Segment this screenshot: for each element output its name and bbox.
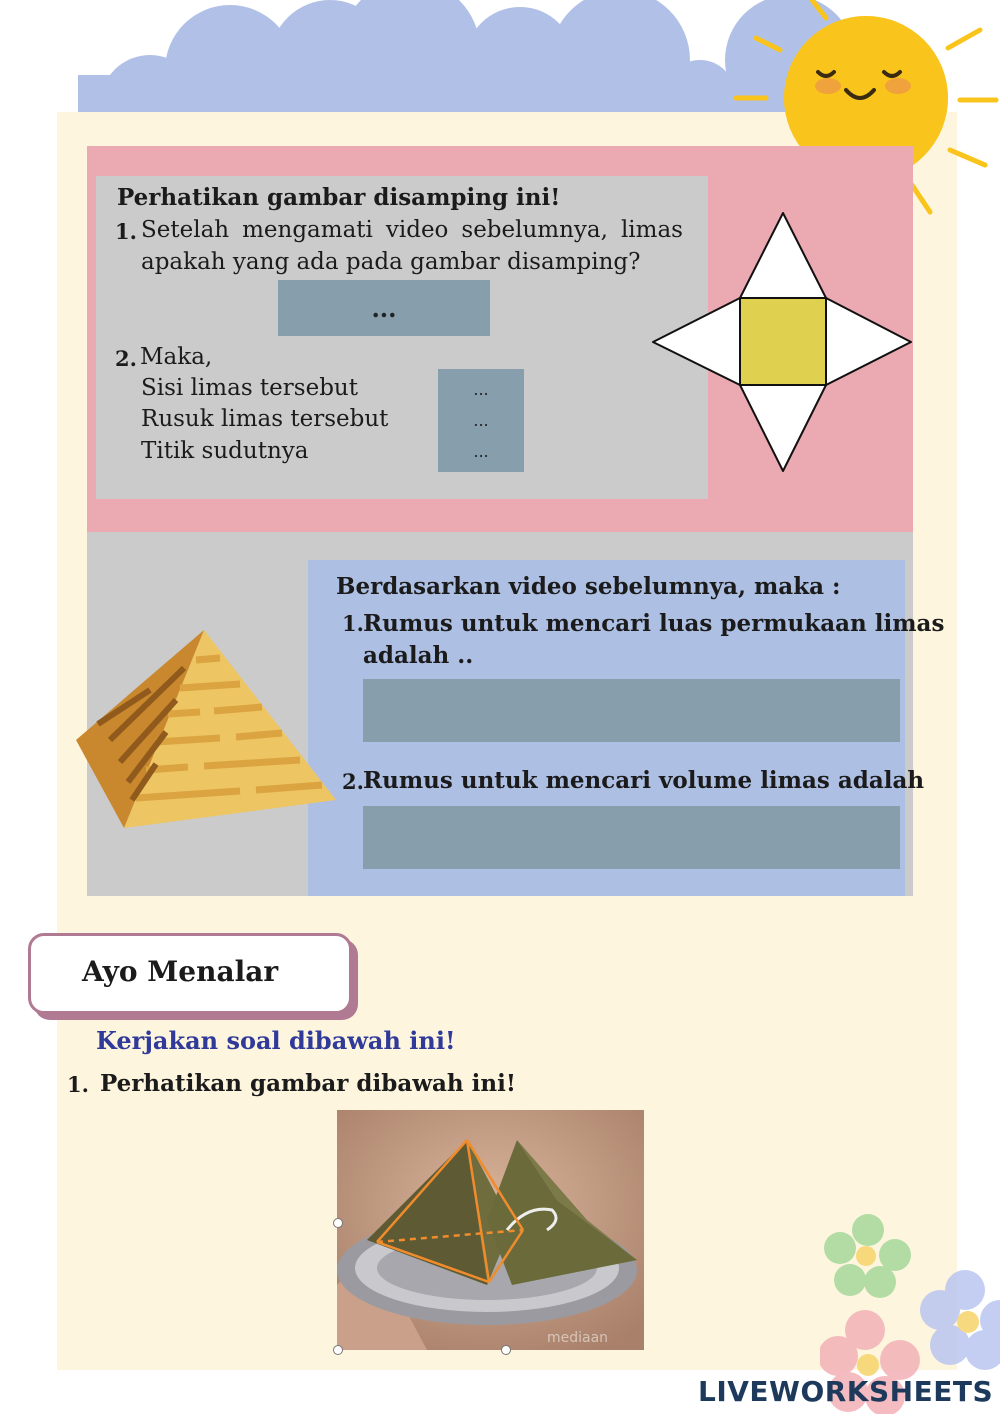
s3-q1-text: Perhatikan gambar dibawah ini! — [100, 1070, 516, 1097]
s2-q1-line2: adalah .. — [363, 642, 474, 669]
liveworksheets-logo-icon — [692, 1380, 694, 1402]
q2-answer-field[interactable]: ... — [473, 442, 489, 461]
s2-q2-text: Rumus untuk mencari volume limas adalah — [363, 767, 925, 794]
bakcang-photo — [337, 1110, 644, 1350]
q1-word: mengamati — [242, 217, 373, 243]
q1-line2: apakah yang ada pada gambar disamping? — [141, 249, 641, 275]
q1-word: Setelah — [141, 217, 230, 243]
q2-intro: Maka, — [140, 344, 213, 370]
q2-row-label: Sisi limas tersebut — [141, 375, 358, 401]
s3-q1-number: 1. — [67, 1072, 89, 1097]
photo-resize-handle[interactable] — [501, 1345, 511, 1355]
ayo-menalar-title: Ayo Menalar — [82, 955, 279, 988]
photo-resize-handle[interactable] — [333, 1218, 343, 1228]
pyramid-net-figure — [650, 210, 914, 474]
q1-word: limas — [620, 217, 683, 243]
s2-q1-answer-field[interactable] — [363, 679, 900, 742]
q1-word: sebelumnya, — [461, 217, 608, 243]
section1-heading: Perhatikan gambar disamping ini! — [117, 184, 561, 211]
s2-q1-line1: Rumus untuk mencari luas permukaan limas — [363, 610, 945, 637]
liveworksheets-logo-text: LIVEWORKSHEETS — [698, 1374, 994, 1408]
flower-icon — [920, 1270, 1000, 1370]
section2-heading: Berdasarkan video sebelumnya, maka : — [336, 573, 841, 600]
photo-resize-handle[interactable] — [333, 1345, 343, 1355]
instruction-text: Kerjakan soal dibawah ini! — [96, 1026, 456, 1055]
q2-number: 2. — [115, 346, 137, 371]
pyramid-illustration — [72, 625, 340, 835]
q2-row-label: Titik sudutnya — [141, 438, 309, 464]
s2-q2-answer-field[interactable] — [363, 806, 900, 869]
flower-icon — [824, 1214, 911, 1298]
photo-watermark: mediaan — [547, 1330, 609, 1346]
q2-answer-field[interactable]: ... — [473, 411, 489, 430]
q2-row-label: Rusuk limas tersebut — [141, 406, 389, 432]
q1-number: 1. — [115, 219, 137, 244]
q1-word: video — [385, 217, 449, 243]
q1-line1 — [141, 214, 683, 246]
q1-answer-field[interactable]: ... — [278, 280, 490, 336]
s2-q2-number: 2. — [342, 769, 364, 794]
s2-q1-number: 1. — [342, 611, 364, 636]
q2-answer-field[interactable]: ... — [473, 380, 489, 399]
liveworksheets-logo[interactable] — [692, 1374, 992, 1408]
